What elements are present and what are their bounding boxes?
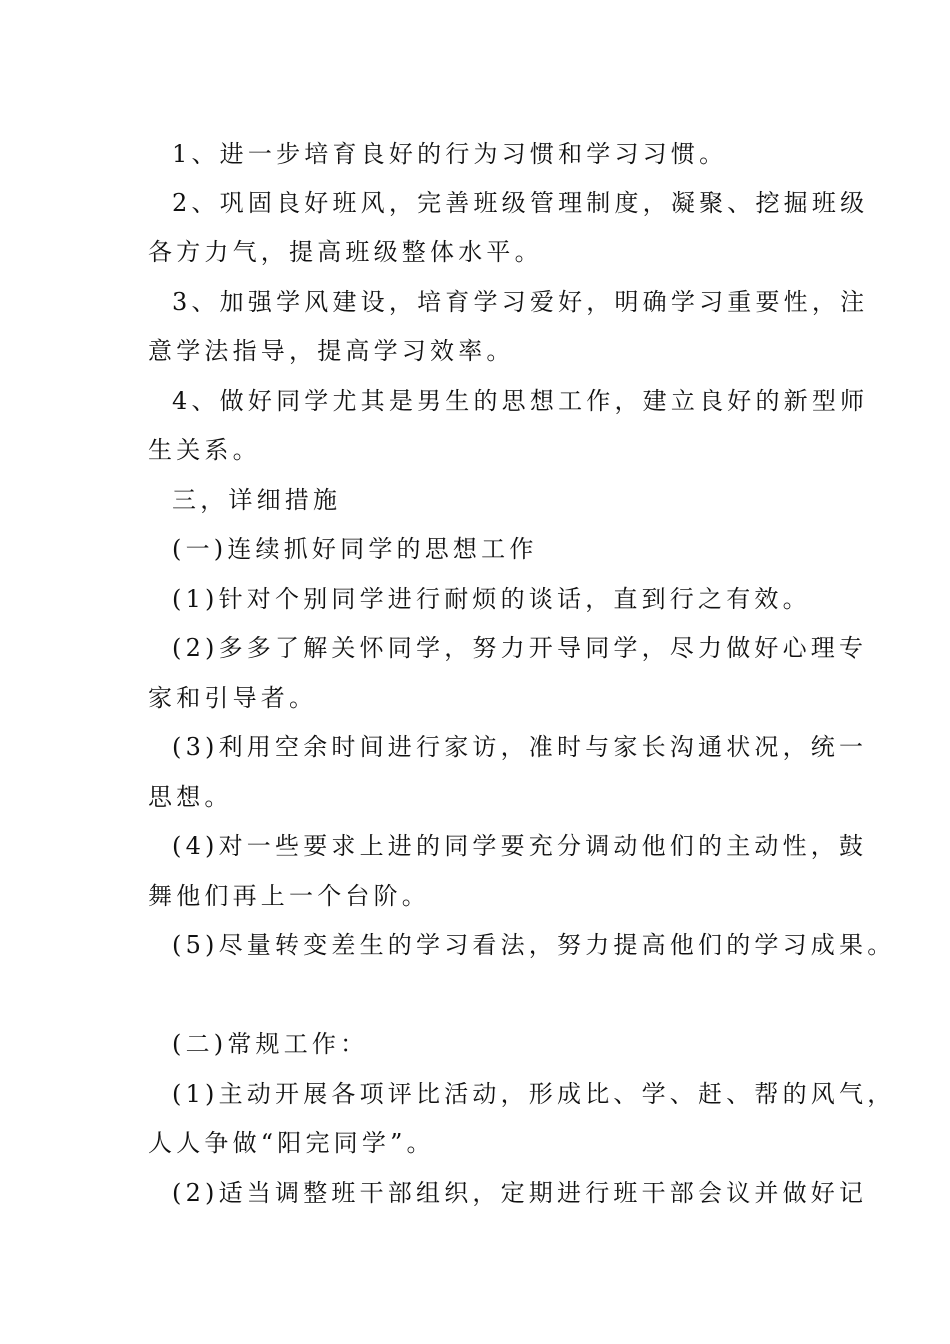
text-line-19: (1)主动开展各项评比活动，形成比、学、赶、帮的风气，	[172, 1080, 896, 1108]
text-line-3: 各方力气，提高班级整体水平。	[148, 238, 543, 266]
subsection-heading-2: (二)常规工作：	[172, 1030, 369, 1058]
text-line-13: (3)利用空余时间进行家访，准时与家长沟通状况，统一	[172, 733, 868, 761]
text-line-11: (2)多多了解关怀同学，努力开导同学，尽力做好心理专	[172, 634, 868, 662]
text-line-7: 生关系。	[148, 436, 261, 464]
text-line-6: 4、做好同学尤其是男生的思想工作，建立良好的新型师	[172, 387, 869, 415]
text-line-10: (1)针对个别同学进行耐烦的谈话，直到行之有效。	[172, 585, 811, 613]
text-line-20: 人人争做“阳完同学”。	[148, 1129, 435, 1157]
section-heading-3: 三，详细措施	[172, 486, 342, 514]
text-line-17: (5)尽量转变差生的学习看法，努力提高他们的学习成果。	[172, 931, 896, 959]
subsection-heading-1: (一)连续抓好同学的思想工作	[172, 535, 538, 563]
text-line-12: 家和引导者。	[148, 684, 318, 712]
text-line-16: 舞他们再上一个台阶。	[148, 882, 430, 910]
text-line-1: 1、进一步培育良好的行为习惯和学习习惯。	[172, 140, 728, 168]
text-line-15: (4)对一些要求上进的同学要充分调动他们的主动性，鼓	[172, 832, 868, 860]
text-line-4: 3、加强学风建设，培育学习爱好，明确学习重要性，注	[172, 288, 869, 316]
text-line-14: 思想。	[148, 783, 233, 811]
text-line-21: (2)适当调整班干部组织，定期进行班干部会议并做好记	[172, 1179, 868, 1207]
text-line-2: 2、巩固良好班风，完善班级管理制度，凝聚、挖掘班级	[172, 189, 869, 217]
text-line-5: 意学法指导，提高学习效率。	[148, 337, 515, 365]
